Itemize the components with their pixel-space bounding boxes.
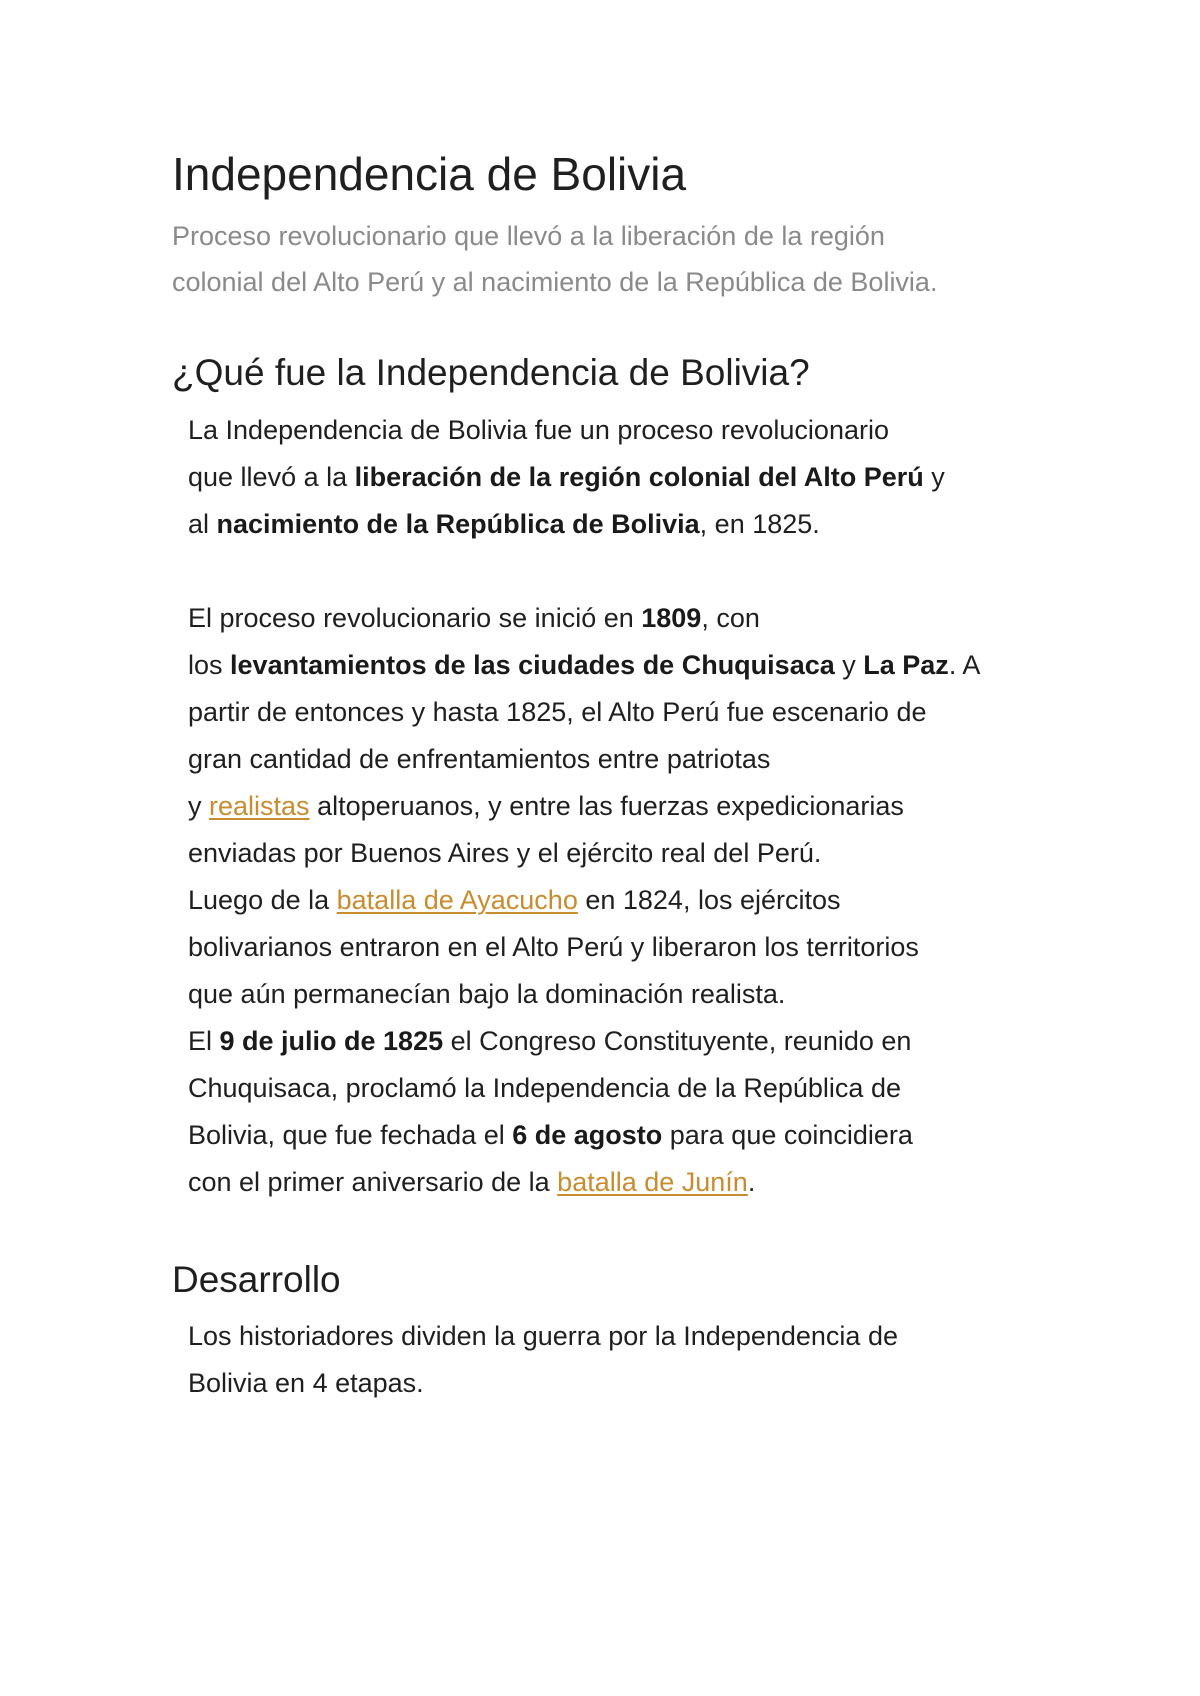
section-heading-que-fue: ¿Qué fue la Independencia de Bolivia? [172,352,810,393]
paragraph-intro [188,407,1048,548]
paragraph-line: bolivarianos entraron en el Alto Perú y liberaron los territorios [188,932,919,962]
text: Bolivia, que fue fechada el [188,1120,513,1150]
paragraph-line [188,595,1048,642]
text: Luego de la [188,885,337,915]
bold-text: 6 de agosto [512,1120,663,1150]
paragraph-desarrollo [188,1313,1048,1407]
paragraph-line: Los historiadores dividen la guerra por la Independencia de [188,1321,898,1351]
paragraph-line [188,877,1048,924]
subtitle-line: colonial del Alto Perú y al nacimiento de la República de Bolivia. [172,267,938,297]
text: el Congreso Constituyente, reunido en [443,1026,912,1056]
paragraph-line [188,783,1048,830]
section-heading-desarrollo: Desarrollo [172,1259,341,1300]
page-subtitle [172,213,1052,305]
paragraph-line [188,454,1048,501]
text: altoperuanos, y entre las fuerzas expedicionarias [309,791,904,821]
text: El proceso revolucionario se inició en [188,603,642,633]
text: y [923,462,945,492]
paragraph-line [188,407,1048,454]
bold-text: liberación de la región colonial del Alto Perú [354,462,924,492]
paragraph-line: partir de entonces y hasta 1825, el Alto Perú fue escenario de [188,697,927,727]
bold-text: levantamientos de las ciudades de Chuquisaca [230,650,835,680]
link-batalla-de-junin[interactable]: batalla de Junín [557,1167,748,1197]
paragraph-line [188,501,1048,548]
text: , con [701,603,760,633]
bold-text: nacimiento de la República de Bolivia [216,509,700,539]
text: para que coincidiera [662,1120,913,1150]
text: en 1824, los ejércitos [577,885,841,915]
bold-text: 1809 [641,603,702,633]
paragraph-line: Chuquisaca, proclamó la Independencia de la República de [188,1073,901,1103]
bold-text: La Paz [863,650,949,680]
text: y [188,791,210,821]
paragraph-line: Bolivia en 4 etapas. [188,1368,424,1398]
page-title: Independencia de Bolivia [172,148,687,200]
text: que llevó a la [188,462,355,492]
text: . A [948,650,981,680]
paragraph-line: enviadas por Buenos Aires y el ejército real del Perú. [188,838,822,868]
subtitle-line: Proceso revolucionario que llevó a la liberación de la región [172,221,885,251]
paragraph-line [188,1112,1048,1159]
paragraph-line [188,642,1048,689]
paragraph-line [188,1018,1048,1065]
text: La Independencia de Bolivia fue un proceso revolucionario [188,415,889,445]
paragraph-proceso [188,595,1048,1206]
paragraph-line: que aún permanecían bajo la dominación realista. [188,979,786,1009]
text: con el primer aniversario de la [188,1167,558,1197]
text: , en 1825. [699,509,820,539]
link-batalla-de-ayacucho[interactable]: batalla de Ayacucho [336,885,578,915]
paragraph-line [188,1159,1048,1206]
link-realistas[interactable]: realistas [209,791,310,821]
text: al [188,509,217,539]
text: y [834,650,864,680]
bold-text: 9 de julio de 1825 [219,1026,444,1056]
text: . [747,1167,756,1197]
text: El [188,1026,220,1056]
paragraph-line: gran cantidad de enfrentamientos entre patriotas [188,744,771,774]
text: los [188,650,231,680]
